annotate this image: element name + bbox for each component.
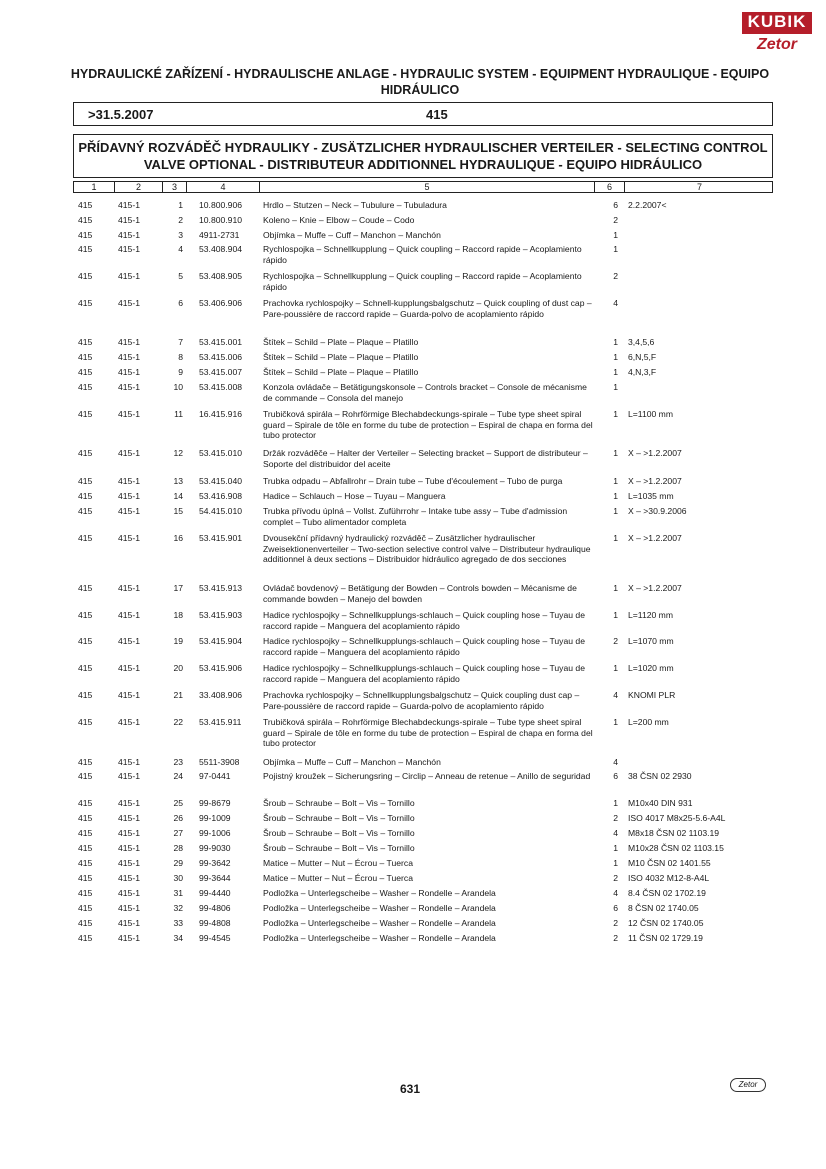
zetor-logo: Zetor <box>730 1078 766 1092</box>
cell-description: Hadice – Schlauch – Hose – Tuyau – Manguera <box>263 491 446 501</box>
cell-description: Štítek – Schild – Plate – Plaque – Platillo <box>263 337 419 347</box>
cell-figure: 415-1 <box>118 215 140 225</box>
cell-part-number: 53.415.007 <box>199 367 243 377</box>
column-header: 6 <box>594 182 624 192</box>
cell-group: 415 <box>78 888 93 898</box>
cell-group: 415 <box>78 230 93 240</box>
cell-position: 17 <box>173 583 183 593</box>
column-header: 7 <box>624 182 774 192</box>
cell-quantity: 2 <box>613 813 618 823</box>
cell-figure: 415-1 <box>118 382 140 392</box>
cell-figure: 415-1 <box>118 337 140 347</box>
cell-part-number: 53.415.010 <box>199 448 243 458</box>
group-number: 415 <box>426 107 448 122</box>
cell-description: Šroub – Schraube – Bolt – Vis – Tornillo <box>263 798 415 808</box>
cell-position: 1 <box>178 200 183 210</box>
cell-group: 415 <box>78 843 93 853</box>
logo-bottom-text: Zetor <box>757 36 797 53</box>
cell-quantity: 1 <box>613 244 618 254</box>
cell-group: 415 <box>78 918 93 928</box>
cell-position: 12 <box>173 448 183 458</box>
cell-position: 4 <box>178 244 183 254</box>
cell-description: Podložka – Unterlegscheibe – Washer – Rondelle – Arandela <box>263 918 496 928</box>
cell-figure: 415-1 <box>118 663 140 673</box>
cell-quantity: 1 <box>613 491 618 501</box>
cell-note: L=1120 mm <box>628 610 673 620</box>
column-header: 1 <box>91 182 97 192</box>
cell-figure: 415-1 <box>118 858 140 868</box>
cell-quantity: 1 <box>613 448 618 458</box>
logo-top-text: KUBIK <box>742 12 812 34</box>
cell-description: Podložka – Unterlegscheibe – Washer – Rondelle – Arandela <box>263 903 496 913</box>
cell-note: X – >1.2.2007 <box>628 476 682 486</box>
cell-quantity: 2 <box>613 271 618 281</box>
cell-note: X – >1.2.2007 <box>628 448 682 458</box>
cell-part-number: 53.415.913 <box>199 583 243 593</box>
cell-position: 2 <box>178 215 183 225</box>
cell-quantity: 4 <box>613 828 618 838</box>
cell-quantity: 1 <box>613 337 618 347</box>
cell-figure: 415-1 <box>118 918 140 928</box>
cell-figure: 415-1 <box>118 798 140 808</box>
cell-position: 15 <box>173 506 183 516</box>
cell-group: 415 <box>78 271 93 281</box>
cell-note: M10x40 DIN 931 <box>628 798 693 808</box>
cell-description: Koleno – Knie – Elbow – Coude – Codo <box>263 215 415 225</box>
cell-description: Štítek – Schild – Plate – Plaque – Platillo <box>263 352 419 362</box>
cell-quantity: 1 <box>613 533 618 543</box>
cell-position: 34 <box>173 933 183 943</box>
cell-part-number: 53.415.906 <box>199 663 243 673</box>
cell-group: 415 <box>78 690 93 700</box>
cell-note: L=1020 mm <box>628 663 674 673</box>
cell-description: Trubka přívodu úplná – Vollst. Zuführrohr – Intake tube assy – Tube d'admission complet – Tubo alimentador completa <box>263 506 568 527</box>
cell-description: Prachovka rychlospojky – Schnellkupplungsbalgschutz – Quick coupling dust cap – Pare-poussière de raccord rapide – Guarda-polvo de acoplamiento rápido <box>263 690 580 711</box>
cell-part-number: 10.800.910 <box>199 215 243 225</box>
cell-figure: 415-1 <box>118 244 140 254</box>
cell-quantity: 1 <box>613 409 618 419</box>
cell-note: 6,N,5,F <box>628 352 657 362</box>
cell-position: 32 <box>173 903 183 913</box>
cell-part-number: 99-8679 <box>199 798 231 808</box>
cell-part-number: 99-3644 <box>199 873 231 883</box>
cell-note: X – >30.9.2006 <box>628 506 687 516</box>
cell-part-number: 4911-2731 <box>199 230 240 240</box>
cell-figure: 415-1 <box>118 367 140 377</box>
cell-description: Podložka – Unterlegscheibe – Washer – Rondelle – Arandela <box>263 933 496 943</box>
cell-quantity: 1 <box>613 583 618 593</box>
cell-group: 415 <box>78 813 93 823</box>
column-header: 2 <box>114 182 162 192</box>
cell-group: 415 <box>78 367 93 377</box>
cell-group: 415 <box>78 858 93 868</box>
cell-position: 28 <box>173 843 183 853</box>
cell-position: 10 <box>173 382 183 392</box>
cell-position: 8 <box>178 352 183 362</box>
cell-quantity: 2 <box>613 636 618 646</box>
cell-quantity: 1 <box>613 382 618 392</box>
cell-position: 7 <box>178 337 183 347</box>
cell-position: 21 <box>173 690 183 700</box>
cell-quantity: 1 <box>613 798 618 808</box>
cell-position: 20 <box>173 663 183 673</box>
cell-group: 415 <box>78 663 93 673</box>
cell-quantity: 1 <box>613 663 618 673</box>
cell-figure: 415-1 <box>118 583 140 593</box>
cell-description: Matice – Mutter – Nut – Écrou – Tuerca <box>263 858 413 868</box>
cell-quantity: 1 <box>613 858 618 868</box>
cell-position: 26 <box>173 813 183 823</box>
cell-part-number: 53.406.906 <box>199 298 243 308</box>
cell-quantity: 6 <box>613 771 618 781</box>
cell-figure: 415-1 <box>118 230 140 240</box>
cell-description: Podložka – Unterlegscheibe – Washer – Rondelle – Arandela <box>263 888 496 898</box>
page-title: HYDRAULICKÉ ZAŘÍZENÍ - HYDRAULISCHE ANLAGE - HYDRAULIC SYSTEM - EQUIPMENT HYDRAULIQUE - EQUIPO HIDRÁULICO <box>70 67 770 97</box>
cell-part-number: 53.408.904 <box>199 244 243 254</box>
cell-description: Prachovka rychlospojky – Schnell-kupplungsbalgschutz – Quick coupling of dust cap – Pare-poussière de raccord rapide – Guarda-polvo de acoplamiento rápido <box>263 298 592 319</box>
cell-group: 415 <box>78 337 93 347</box>
cell-figure: 415-1 <box>118 933 140 943</box>
cell-quantity: 2 <box>613 933 618 943</box>
cell-group: 415 <box>78 610 93 620</box>
cell-description: Šroub – Schraube – Bolt – Vis – Tornillo <box>263 828 415 838</box>
cell-note: 3,4,5,6 <box>628 337 655 347</box>
cell-figure: 415-1 <box>118 873 140 883</box>
cell-group: 415 <box>78 409 93 419</box>
cell-note: M10x28 ČSN 02 1103.15 <box>628 843 724 853</box>
cell-position: 6 <box>178 298 183 308</box>
cell-quantity: 4 <box>613 757 618 767</box>
cell-note: L=1070 mm <box>628 636 674 646</box>
cell-quantity: 4 <box>613 298 618 308</box>
cell-part-number: 53.415.008 <box>199 382 243 392</box>
cell-figure: 415-1 <box>118 903 140 913</box>
cell-figure: 415-1 <box>118 491 140 501</box>
cell-part-number: 53.415.904 <box>199 636 243 646</box>
section-title: PŘÍDAVNÝ ROZVÁDĚČ HYDRAULIKY - ZUSÄTZLICHER HYDRAULISCHER VERTEILER - SELECTING CONTROL VALVE OPTIONAL - DISTRIBUTEUR ADDITIONNEL HYDRAULIQUE - EQUIPO HIDRÁULICO <box>73 134 773 178</box>
cell-group: 415 <box>78 798 93 808</box>
cell-figure: 415-1 <box>118 828 140 838</box>
cell-note: X – >1.2.2007 <box>628 533 682 543</box>
cell-position: 22 <box>173 717 183 727</box>
cell-quantity: 6 <box>613 903 618 913</box>
column-header: 5 <box>259 182 594 192</box>
cell-description: Držák rozváděče – Halter der Verteiler – Selecting bracket – Support de distributeur – Soporte del distribuidor del aceite <box>263 448 588 469</box>
cell-position: 27 <box>173 828 183 838</box>
cell-position: 19 <box>173 636 183 646</box>
cell-figure: 415-1 <box>118 690 140 700</box>
cell-part-number: 99-4806 <box>199 903 231 913</box>
cell-description: Objímka – Muffe – Cuff – Manchon – Manchón <box>263 230 441 240</box>
cell-note: 8.4 ČSN 02 1702.19 <box>628 888 706 898</box>
cell-quantity: 1 <box>613 476 618 486</box>
cell-part-number: 10.800.906 <box>199 200 243 210</box>
cell-position: 14 <box>173 491 183 501</box>
cell-note: KNOMI PLR <box>628 690 676 700</box>
cell-quantity: 4 <box>613 888 618 898</box>
cell-figure: 415-1 <box>118 506 140 516</box>
cell-figure: 415-1 <box>118 610 140 620</box>
cell-part-number: 16.415.916 <box>199 409 243 419</box>
cell-note: 38 ČSN 02 2930 <box>628 771 692 781</box>
cell-part-number: 53.415.903 <box>199 610 243 620</box>
cell-position: 24 <box>173 771 183 781</box>
cell-part-number: 99-1006 <box>199 828 231 838</box>
cell-group: 415 <box>78 873 93 883</box>
cell-figure: 415-1 <box>118 476 140 486</box>
cell-note: L=1035 mm <box>628 491 674 501</box>
cell-note: L=200 mm <box>628 717 669 727</box>
cell-quantity: 2 <box>613 918 618 928</box>
cell-part-number: 5511-3908 <box>199 757 240 767</box>
cell-position: 31 <box>173 888 183 898</box>
cell-group: 415 <box>78 298 93 308</box>
cell-figure: 415-1 <box>118 448 140 458</box>
cell-quantity: 1 <box>613 367 618 377</box>
cell-part-number: 99-9030 <box>199 843 231 853</box>
cell-description: Šroub – Schraube – Bolt – Vis – Tornillo <box>263 843 415 853</box>
cell-description: Konzola ovládače – Betätigungskonsole – Controls bracket – Console de mécanisme de commande – Consola del manejo <box>263 382 587 403</box>
page-number: 631 <box>400 1082 421 1096</box>
cell-description: Rychlospojka – Schnellkupplung – Quick coupling – Raccord rapide – Acoplamiento rápido <box>263 244 582 265</box>
cell-group: 415 <box>78 828 93 838</box>
cell-part-number: 99-3642 <box>199 858 231 868</box>
cell-part-number: 53.415.901 <box>199 533 243 543</box>
cell-quantity: 1 <box>613 230 618 240</box>
cell-note: 11 ČSN 02 1729.19 <box>628 933 703 943</box>
cell-part-number: 53.416.908 <box>199 491 243 501</box>
cell-figure: 415-1 <box>118 771 140 781</box>
cell-group: 415 <box>78 757 93 767</box>
cell-part-number: 53.415.911 <box>199 717 242 727</box>
cell-position: 11 <box>174 409 183 419</box>
cell-group: 415 <box>78 491 93 501</box>
cell-description: Dvousekční přídavný hydraulický rozváděč – Zusätzlicher hydraulischer Zweisektionenverteiler – Two-section selective control valve – Distributeur hydraulique additionnel à deux sections – Distribuidor hidráulico agregado de dos secciones <box>263 533 591 564</box>
cell-position: 18 <box>173 610 183 620</box>
cell-group: 415 <box>78 215 93 225</box>
cell-position: 16 <box>173 533 183 543</box>
cell-figure: 415-1 <box>118 757 140 767</box>
cell-group: 415 <box>78 200 93 210</box>
cell-position: 33 <box>173 918 183 928</box>
cell-quantity: 4 <box>613 690 618 700</box>
cell-description: Matice – Mutter – Nut – Écrou – Tuerca <box>263 873 413 883</box>
column-header: 3 <box>162 182 186 192</box>
cell-figure: 415-1 <box>118 717 140 727</box>
cell-figure: 415-1 <box>118 298 140 308</box>
cell-description: Trubičková spirála – Rohrförmige Blechabdeckungs-spirale – Tube type sheet spiral guard – Spirale de tôle en forme du tube de protection – Espiral de chapa en forma del tubo protector <box>263 717 593 748</box>
cell-description: Pojistný kroužek – Sicherungsring – Circlip – Anneau de retenue – Anillo de seguridad <box>263 771 591 781</box>
cell-part-number: 99-4808 <box>199 918 231 928</box>
cell-group: 415 <box>78 244 93 254</box>
cell-note: ISO 4017 M8x25-5.6-A4L <box>628 813 726 823</box>
cell-figure: 415-1 <box>118 888 140 898</box>
cell-part-number: 99-4545 <box>199 933 231 943</box>
validity-date: >31.5.2007 <box>88 107 154 122</box>
cell-description: Hadice rychlospojky – Schnellkupplungs-schlauch – Quick coupling hose – Tuyau de raccord rapide – Manguera del acoplamiento rápido <box>263 663 585 684</box>
cell-part-number: 99-4440 <box>199 888 231 898</box>
cell-figure: 415-1 <box>118 813 140 823</box>
cell-description: Ovládač bovdenový – Betätigung der Bowden – Controls bowden – Mécanisme de commande bowden – Manejo del bowden <box>263 583 577 604</box>
cell-quantity: 2 <box>613 873 618 883</box>
cell-quantity: 2 <box>613 215 618 225</box>
cell-description: Hrdlo – Stutzen – Neck – Tubulure – Tubuladura <box>263 200 447 210</box>
cell-position: 30 <box>173 873 183 883</box>
cell-note: M8x18 ČSN 02 1103.19 <box>628 828 720 838</box>
cell-description: Objímka – Muffe – Cuff – Manchon – Manchón <box>263 757 441 767</box>
cell-description: Hadice rychlospojky – Schnellkupplungs-schlauch – Quick coupling hose – Tuyau de raccord rapide – Manguera del acoplamiento rápido <box>263 610 585 631</box>
cell-note: ISO 4032 M12-8-A4L <box>628 873 710 883</box>
cell-note: L=1100 mm <box>628 409 673 419</box>
cell-part-number: 99-1009 <box>199 813 231 823</box>
cell-quantity: 1 <box>613 843 618 853</box>
cell-part-number: 54.415.010 <box>199 506 243 516</box>
cell-group: 415 <box>78 636 93 646</box>
cell-part-number: 53.408.905 <box>199 271 243 281</box>
cell-figure: 415-1 <box>118 409 140 419</box>
cell-group: 415 <box>78 771 93 781</box>
cell-note: 8 ČSN 02 1740.05 <box>628 903 699 913</box>
cell-quantity: 1 <box>613 506 618 516</box>
cell-position: 23 <box>173 757 183 767</box>
cell-figure: 415-1 <box>118 533 140 543</box>
cell-position: 5 <box>178 271 183 281</box>
cell-description: Trubka odpadu – Abfallrohr – Drain tube – Tube d'écoulement – Tubo de purga <box>263 476 563 486</box>
cell-position: 9 <box>178 367 183 377</box>
cell-figure: 415-1 <box>118 843 140 853</box>
cell-quantity: 1 <box>613 610 618 620</box>
column-header: 4 <box>186 182 259 192</box>
cell-part-number: 53.415.006 <box>199 352 243 362</box>
cell-group: 415 <box>78 933 93 943</box>
cell-group: 415 <box>78 903 93 913</box>
cell-note: M10 ČSN 02 1401.55 <box>628 858 711 868</box>
cell-description: Rychlospojka – Schnellkupplung – Quick coupling – Raccord rapide – Acoplamiento rápido <box>263 271 582 292</box>
cell-group: 415 <box>78 583 93 593</box>
cell-description: Trubičková spirála – Rohrförmige Blechabdeckungs-spirale – Tube type sheet spiral guard – Spirale de tôle en forme du tube de protection – Espiral de chapa en forma del tubo protector <box>263 409 593 440</box>
cell-note: X – >1.2.2007 <box>628 583 682 593</box>
cell-group: 415 <box>78 382 93 392</box>
cell-group: 415 <box>78 533 93 543</box>
cell-figure: 415-1 <box>118 200 140 210</box>
cell-quantity: 1 <box>613 352 618 362</box>
cell-description: Hadice rychlospojky – Schnellkupplungs-schlauch – Quick coupling hose – Tuyau de raccord rapide – Manguera del acoplamiento rápido <box>263 636 585 657</box>
cell-group: 415 <box>78 448 93 458</box>
cell-group: 415 <box>78 717 93 727</box>
cell-description: Šroub – Schraube – Bolt – Vis – Tornillo <box>263 813 415 823</box>
cell-part-number: 97-0441 <box>199 771 231 781</box>
cell-position: 13 <box>173 476 183 486</box>
cell-position: 25 <box>173 798 183 808</box>
cell-group: 415 <box>78 506 93 516</box>
cell-figure: 415-1 <box>118 636 140 646</box>
cell-part-number: 33.408.906 <box>199 690 243 700</box>
cell-quantity: 1 <box>613 717 618 727</box>
cell-position: 29 <box>173 858 183 868</box>
cell-note: 2.2.2007< <box>628 200 667 210</box>
cell-figure: 415-1 <box>118 271 140 281</box>
cell-part-number: 53.415.001 <box>199 337 243 347</box>
cell-group: 415 <box>78 476 93 486</box>
cell-group: 415 <box>78 352 93 362</box>
cell-part-number: 53.415.040 <box>199 476 243 486</box>
cell-note: 4,N,3,F <box>628 367 657 377</box>
cell-description: Štítek – Schild – Plate – Plaque – Platillo <box>263 367 419 377</box>
cell-figure: 415-1 <box>118 352 140 362</box>
cell-quantity: 6 <box>613 200 618 210</box>
cell-note: 12 ČSN 02 1740.05 <box>628 918 704 928</box>
cell-position: 3 <box>178 230 183 240</box>
